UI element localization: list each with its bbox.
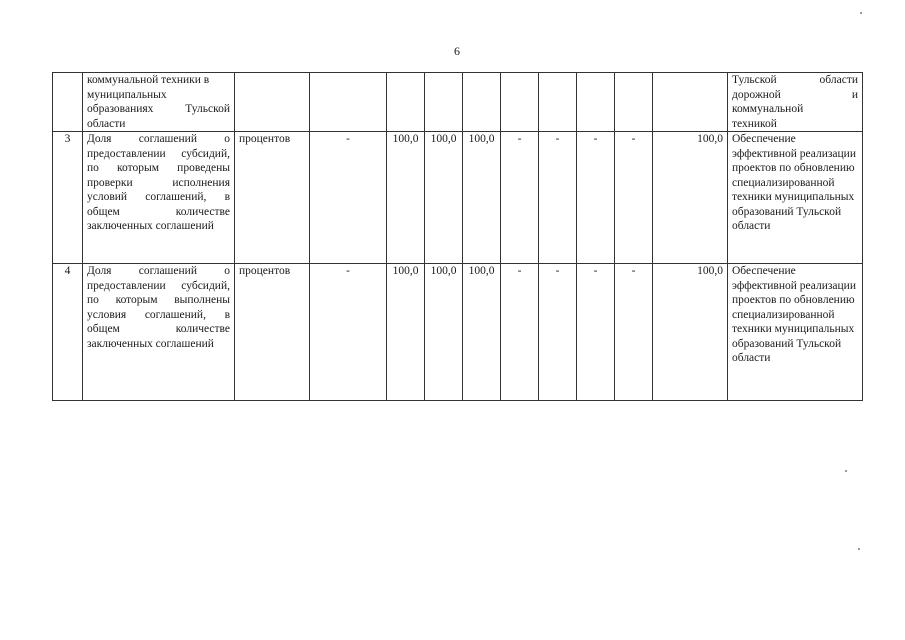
cell-responsible: [728, 73, 863, 132]
cell-value: -: [615, 132, 653, 264]
cell-unit: [235, 73, 310, 132]
cell-responsible: Обеспечение эффективной реализации проектов по обновлению специализированной техники муниципальных образований Тульской области: [728, 132, 863, 264]
cell-number: 4: [53, 264, 83, 401]
resp-line: техникой: [732, 117, 777, 130]
cell-total: 100,0: [653, 264, 728, 401]
table-row: [53, 264, 863, 401]
cell-number: 3: [53, 132, 83, 264]
cell-value: 100,0: [425, 264, 463, 401]
name-line: области: [87, 117, 126, 130]
resp-line: Тульской области: [732, 74, 858, 86]
table-row: [53, 132, 863, 264]
scan-speck: [858, 548, 860, 550]
scan-speck: [845, 470, 847, 472]
cell-unit: процентов: [235, 132, 310, 264]
cell-value: -: [501, 264, 539, 401]
cell-unit: процентов: [235, 264, 310, 401]
cell-value: -: [615, 264, 653, 401]
name-line: муниципальных: [87, 88, 167, 101]
cell-total: [653, 73, 728, 132]
cell-value: -: [501, 132, 539, 264]
cell-value: -: [577, 132, 615, 264]
cell-value: 100,0: [425, 132, 463, 264]
cell-base: -: [310, 264, 387, 401]
cell-value: [577, 73, 615, 132]
cell-indicator-name: [83, 73, 235, 132]
cell-indicator-name: Доля соглашений о предоставлении субсидий, по которым выполнены условия соглашений, в общем количестве заключенных соглашений: [83, 264, 235, 401]
cell-responsible: Обеспечение эффективной реализации проектов по обновлению специализированной техники муниципальных образований Тульской области: [728, 264, 863, 401]
cell-value: -: [577, 264, 615, 401]
cell-total: 100,0: [653, 132, 728, 264]
cell-value: [615, 73, 653, 132]
cell-value: -: [539, 264, 577, 401]
resp-line: дорожной и: [732, 88, 858, 101]
name-line: образованиях Тульской: [87, 103, 230, 115]
cell-indicator-name: Доля соглашений о предоставлении субсидий, по которым проведены проверки исполнения условий соглашений, в общем количестве заключенных соглашений: [83, 132, 235, 264]
scan-speck: [860, 12, 862, 14]
cell-value: [539, 73, 577, 132]
cell-value: 100,0: [387, 264, 425, 401]
cell-value: [501, 73, 539, 132]
cell-base: [310, 73, 387, 132]
cell-base: -: [310, 132, 387, 264]
indicators-table: [52, 72, 863, 401]
name-line: коммунальной техники в: [87, 74, 210, 86]
cell-value: [463, 73, 501, 132]
resp-line: коммунальной: [732, 103, 804, 115]
page-number: 6: [454, 44, 460, 58]
cell-value: 100,0: [463, 264, 501, 401]
cell-value: [425, 73, 463, 132]
cell-value: 100,0: [463, 132, 501, 264]
table-row-continuation: [53, 73, 863, 132]
cell-value: [387, 73, 425, 132]
cell-value: -: [539, 132, 577, 264]
cell-value: 100,0: [387, 132, 425, 264]
cell-number: [53, 73, 83, 132]
